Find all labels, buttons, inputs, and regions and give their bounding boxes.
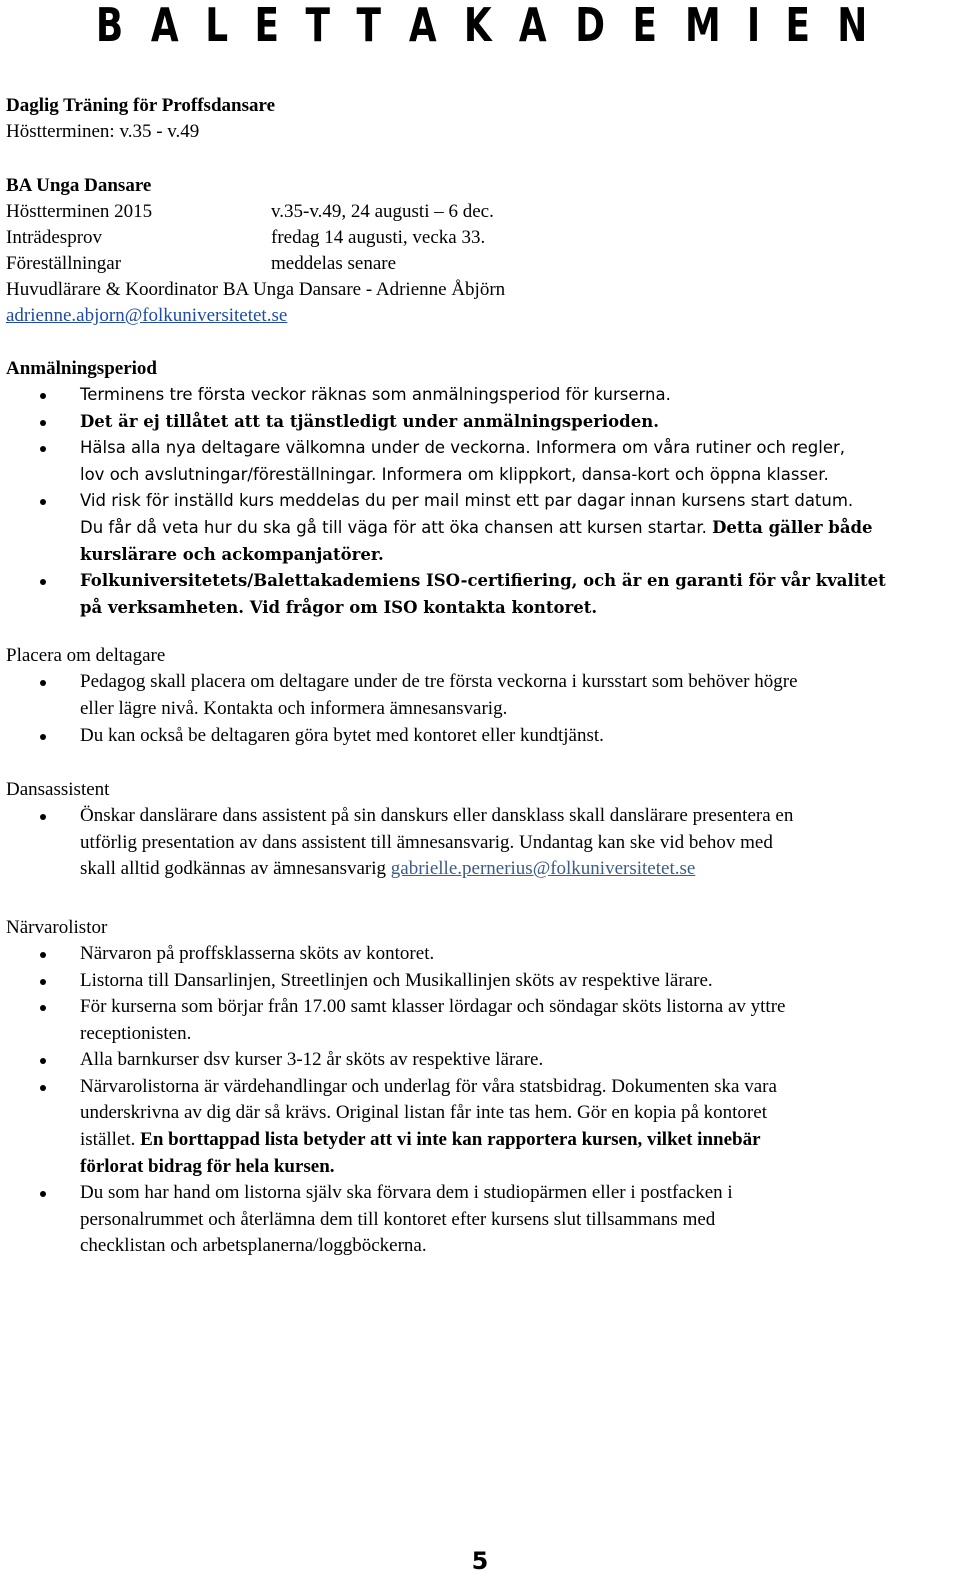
page-number: 5 (471, 1547, 489, 1575)
document-body (6, 93, 954, 1260)
logo-letter: E (254, 0, 280, 52)
list-item: Vid risk för inställd kurs meddelas du per mail minst ett par dagar innan kursens start datum. Du får då veta hur du ska gå till väga för att öka chansen att kursen startar. Detta gäller både kurslärare och ackompanjatörer. (6, 488, 954, 568)
list-item: Terminens tre första veckor räknas som anmälningsperiod för kurserna. (6, 382, 954, 409)
list-item: Önskar danslärare dans assistent på sin danskurs eller dansklass skall danslärare presentera en utförlig presentation av dans assistent till ämnesansvarig. Undantag kan ske vid behov med skall alltid godkännas av ämnesansvarig gabrielle.pernerius@folkuniversitetet.se (6, 803, 954, 883)
section-title-dansassistent: Dansassistent (6, 779, 110, 801)
list-item: Du kan också be deltagaren göra bytet med kontoret eller kundtjänst. (6, 723, 954, 750)
dansassistent-list (6, 803, 954, 883)
ba-row-value: fredag 14 augusti, vecka 33. (271, 227, 486, 248)
list-item: Närvaron på proffsklasserna sköts av kontoret. (6, 941, 954, 968)
logo-letter: I (747, 0, 761, 52)
ba-row-value: meddelas senare (271, 253, 397, 274)
coordinator-email-link[interactable]: adrienne.abjorn@folkuniversitetet.se (6, 305, 288, 326)
logo-letter: L (205, 0, 229, 52)
logo-letter: B (95, 0, 124, 52)
ba-title: BA Unga Dansare (6, 175, 152, 196)
section-title-anmalning: Anmälningsperiod (6, 358, 157, 379)
assistant-email-link[interactable]: gabrielle.pernerius@folkuniversitetet.se (390, 858, 696, 880)
logo-letter: M (684, 0, 721, 52)
list-item: Alla barnkurser dsv kurser 3-12 år sköts av respektive lärare. (6, 1047, 954, 1074)
list-item: Listorna till Dansarlinjen, Streetlinjen och Musikallinjen sköts av respektive lärare. (6, 968, 954, 995)
anmalning-list (6, 382, 954, 621)
list-item: Hälsa alla nya deltagare välkomna under de veckorna. Informera om våra rutiner och regler, lov och avslutningar/föreställningar. Informera om klippkort, dansa-kort och öppna klasser. (6, 435, 954, 488)
placera-list (6, 669, 954, 749)
list-item: Folkuniversitetets/Balettakademiens ISO-certifiering, och är en garanti för vår kvalitet på verksamheten. Vid frågor om ISO kontakta kontoret. (6, 568, 954, 621)
list-item: För kurserna som börjar från 17.00 samt klasser lördagar och söndagar sköts listorna av yttre receptionisten. (6, 994, 954, 1047)
logo-letter: K (463, 0, 492, 52)
ba-coordinator: Huvudlärare & Koordinator BA Unga Dansare - Adrienne Åbjörn (6, 279, 506, 300)
ba-row-value: v.35-v.49, 24 augusti – 6 dec. (271, 201, 494, 222)
logo-letter: E (632, 0, 657, 52)
ba-row (6, 251, 954, 277)
logo-letter: T (356, 0, 382, 52)
ba-row (6, 199, 954, 225)
logo-letter: N (837, 0, 868, 52)
masthead-logo (0, 0, 960, 52)
logo-letter: T (305, 0, 331, 52)
narvaro-list (6, 941, 954, 1260)
list-item: Pedagog skall placera om deltagare under de tre första veckorna i kursstart som behöver högre eller lägre nivå. Kontakta och informera ämnesansvarig. (6, 669, 954, 722)
daily-training-term: Höstterminen: v.35 - v.49 (6, 121, 200, 142)
logo-letter: E (785, 0, 811, 52)
logo-letter: A (150, 0, 179, 52)
list-item: Du som har hand om listorna själv ska förvara dem i studiopärmen eller i postfacken i personalrummet och återlämna dem till kontoret efter kursens slut tillsammans med checklistan och arbetsplanerna/loggböckerna. (6, 1180, 954, 1260)
ba-row (6, 225, 954, 251)
daily-training-title: Daglig Träning för Proffsdansare (6, 95, 276, 116)
logo-letter: A (519, 0, 548, 52)
ba-row-label: Höstterminen 2015 (6, 201, 153, 222)
ba-row-label: Inträdesprov (6, 227, 103, 248)
section-title-placera: Placera om deltagare (6, 645, 166, 667)
logo-letter: D (574, 0, 605, 52)
list-item: Det är ej tillåtet att ta tjänstledigt under anmälningsperioden. (6, 409, 954, 436)
logo-letter: A (408, 0, 437, 52)
section-title-narvaro: Närvarolistor (6, 916, 108, 938)
list-item: Närvarolistorna är värdehandlingar och underlag för våra statsbidrag. Dokumenten ska vara underskrivna av dig där så krävs. Original listan får inte tas hem. Gör en kopia på kontoret istället. En borttappad lista betyder att vi inte kan rapportera kursen, vilket innebär förlorat bidrag för hela kursen. (6, 1074, 954, 1180)
ba-row-label: Föreställningar (6, 253, 122, 274)
